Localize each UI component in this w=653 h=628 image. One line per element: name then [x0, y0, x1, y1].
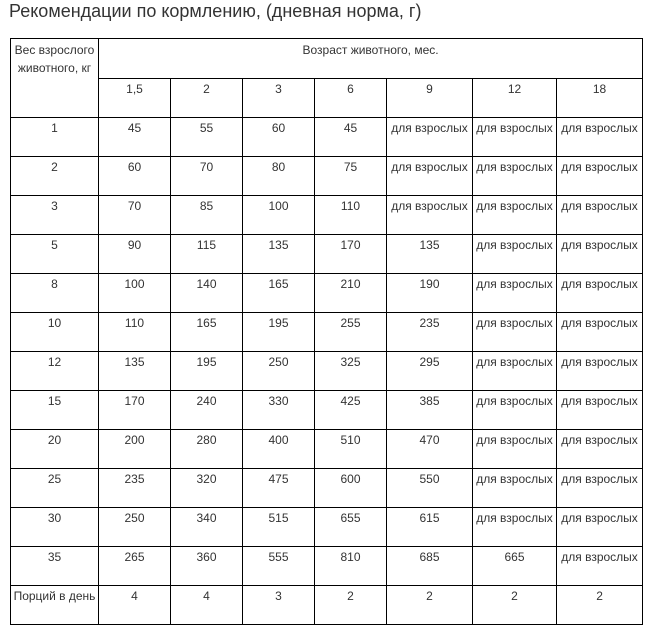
portion-grams-cell: 255: [315, 313, 387, 352]
portion-grams-cell: 75: [315, 157, 387, 196]
portion-grams-cell: 200: [99, 430, 171, 469]
portion-grams-cell: 250: [243, 352, 315, 391]
weight-cell: 35: [11, 547, 99, 586]
portions-cell: 2: [557, 586, 643, 625]
portion-grams-cell: для взрослых: [387, 157, 473, 196]
portion-grams-cell: 190: [387, 274, 473, 313]
portion-grams-cell: 235: [99, 469, 171, 508]
portion-grams-cell: 295: [387, 352, 473, 391]
portion-grams-cell: 115: [171, 235, 243, 274]
portion-grams-cell: для взрослых: [473, 352, 557, 391]
age-header-cell: 1,5: [99, 79, 171, 118]
portion-grams-cell: для взрослых: [557, 196, 643, 235]
portion-grams-cell: для взрослых: [473, 274, 557, 313]
weight-cell: 5: [11, 235, 99, 274]
portion-grams-cell: для взрослых: [557, 547, 643, 586]
table-row: [11, 469, 643, 508]
age-header-cell: 9: [387, 79, 473, 118]
portion-grams-cell: 240: [171, 391, 243, 430]
portion-grams-cell: 135: [243, 235, 315, 274]
portion-grams-cell: 80: [243, 157, 315, 196]
portion-grams-cell: 600: [315, 469, 387, 508]
portion-grams-cell: для взрослых: [473, 430, 557, 469]
weight-cell: 8: [11, 274, 99, 313]
portion-grams-cell: 195: [243, 313, 315, 352]
portion-grams-cell: для взрослых: [473, 469, 557, 508]
portion-grams-cell: 70: [99, 196, 171, 235]
portion-grams-cell: 170: [99, 391, 171, 430]
weight-header: Вес взрослого животного, кг: [11, 39, 99, 118]
portion-grams-cell: 195: [171, 352, 243, 391]
portion-grams-cell: 70: [171, 157, 243, 196]
portions-label: Порций в день: [11, 586, 99, 625]
portions-cell: 2: [387, 586, 473, 625]
portions-cell: 2: [473, 586, 557, 625]
portion-grams-cell: 90: [99, 235, 171, 274]
portion-grams-cell: 510: [315, 430, 387, 469]
portion-grams-cell: 170: [315, 235, 387, 274]
portion-grams-cell: 110: [99, 313, 171, 352]
table-row: [11, 118, 643, 157]
age-header-cell: 3: [243, 79, 315, 118]
weight-cell: 15: [11, 391, 99, 430]
portion-grams-cell: 135: [99, 352, 171, 391]
portion-grams-cell: 340: [171, 508, 243, 547]
table-row: [11, 391, 643, 430]
portion-grams-cell: для взрослых: [557, 157, 643, 196]
portion-grams-cell: для взрослых: [473, 235, 557, 274]
portion-grams-cell: для взрослых: [473, 196, 557, 235]
portion-grams-cell: 475: [243, 469, 315, 508]
portions-cell: 4: [99, 586, 171, 625]
page-title: Рекомендации по кормлению, (дневная норма, г): [9, 1, 422, 21]
age-header-cell: 12: [473, 79, 557, 118]
table-row: [11, 508, 643, 547]
weight-cell: 10: [11, 313, 99, 352]
portion-grams-cell: для взрослых: [387, 118, 473, 157]
portion-grams-cell: 60: [99, 157, 171, 196]
portion-grams-cell: 330: [243, 391, 315, 430]
weight-cell: 2: [11, 157, 99, 196]
table-row: [11, 235, 643, 274]
portion-grams-cell: 60: [243, 118, 315, 157]
portion-grams-cell: 400: [243, 430, 315, 469]
portion-grams-cell: 615: [387, 508, 473, 547]
portion-grams-cell: 320: [171, 469, 243, 508]
portion-grams-cell: для взрослых: [473, 508, 557, 547]
table-row: [11, 313, 643, 352]
portion-grams-cell: для взрослых: [557, 274, 643, 313]
portion-grams-cell: 85: [171, 196, 243, 235]
table-row: [11, 196, 643, 235]
table-row: [11, 157, 643, 196]
portion-grams-cell: 470: [387, 430, 473, 469]
portion-grams-cell: 280: [171, 430, 243, 469]
portion-grams-cell: 515: [243, 508, 315, 547]
portion-grams-cell: для взрослых: [473, 313, 557, 352]
portion-grams-cell: 685: [387, 547, 473, 586]
portion-grams-cell: для взрослых: [557, 469, 643, 508]
portions-cell: 2: [315, 586, 387, 625]
portion-grams-cell: 140: [171, 274, 243, 313]
weight-cell: 20: [11, 430, 99, 469]
portion-grams-cell: 550: [387, 469, 473, 508]
weight-cell: 25: [11, 469, 99, 508]
portion-grams-cell: 665: [473, 547, 557, 586]
portion-grams-cell: 385: [387, 391, 473, 430]
portion-grams-cell: 165: [243, 274, 315, 313]
portions-row: [11, 586, 643, 625]
portion-grams-cell: 235: [387, 313, 473, 352]
portion-grams-cell: для взрослых: [557, 508, 643, 547]
portion-grams-cell: для взрослых: [557, 235, 643, 274]
portion-grams-cell: для взрослых: [473, 118, 557, 157]
portion-grams-cell: 45: [99, 118, 171, 157]
portion-grams-cell: 210: [315, 274, 387, 313]
portion-grams-cell: 100: [243, 196, 315, 235]
portion-grams-cell: 265: [99, 547, 171, 586]
table-row: [11, 547, 643, 586]
portion-grams-cell: 810: [315, 547, 387, 586]
portion-grams-cell: для взрослых: [557, 313, 643, 352]
portion-grams-cell: 325: [315, 352, 387, 391]
portion-grams-cell: для взрослых: [557, 430, 643, 469]
table-row: [11, 274, 643, 313]
portion-grams-cell: 165: [171, 313, 243, 352]
portion-grams-cell: 250: [99, 508, 171, 547]
portion-grams-cell: 110: [315, 196, 387, 235]
age-header-cell: 2: [171, 79, 243, 118]
age-header-cell: 18: [557, 79, 643, 118]
portion-grams-cell: 45: [315, 118, 387, 157]
portion-grams-cell: для взрослых: [557, 391, 643, 430]
weight-cell: 3: [11, 196, 99, 235]
weight-cell: 12: [11, 352, 99, 391]
weight-cell: 1: [11, 118, 99, 157]
portion-grams-cell: для взрослых: [557, 118, 643, 157]
table-row: [11, 352, 643, 391]
portion-grams-cell: 655: [315, 508, 387, 547]
portion-grams-cell: для взрослых: [473, 157, 557, 196]
feeding-table: [10, 38, 643, 625]
portion-grams-cell: 555: [243, 547, 315, 586]
portion-grams-cell: 360: [171, 547, 243, 586]
age-header: Возраст животного, мес.: [99, 39, 643, 79]
age-header-cell: 6: [315, 79, 387, 118]
portion-grams-cell: для взрослых: [387, 196, 473, 235]
portions-cell: 4: [171, 586, 243, 625]
weight-cell: 30: [11, 508, 99, 547]
table-row: [11, 430, 643, 469]
portion-grams-cell: для взрослых: [557, 352, 643, 391]
portion-grams-cell: 100: [99, 274, 171, 313]
portions-cell: 3: [243, 586, 315, 625]
portion-grams-cell: 425: [315, 391, 387, 430]
portion-grams-cell: для взрослых: [473, 391, 557, 430]
portion-grams-cell: 135: [387, 235, 473, 274]
portion-grams-cell: 55: [171, 118, 243, 157]
